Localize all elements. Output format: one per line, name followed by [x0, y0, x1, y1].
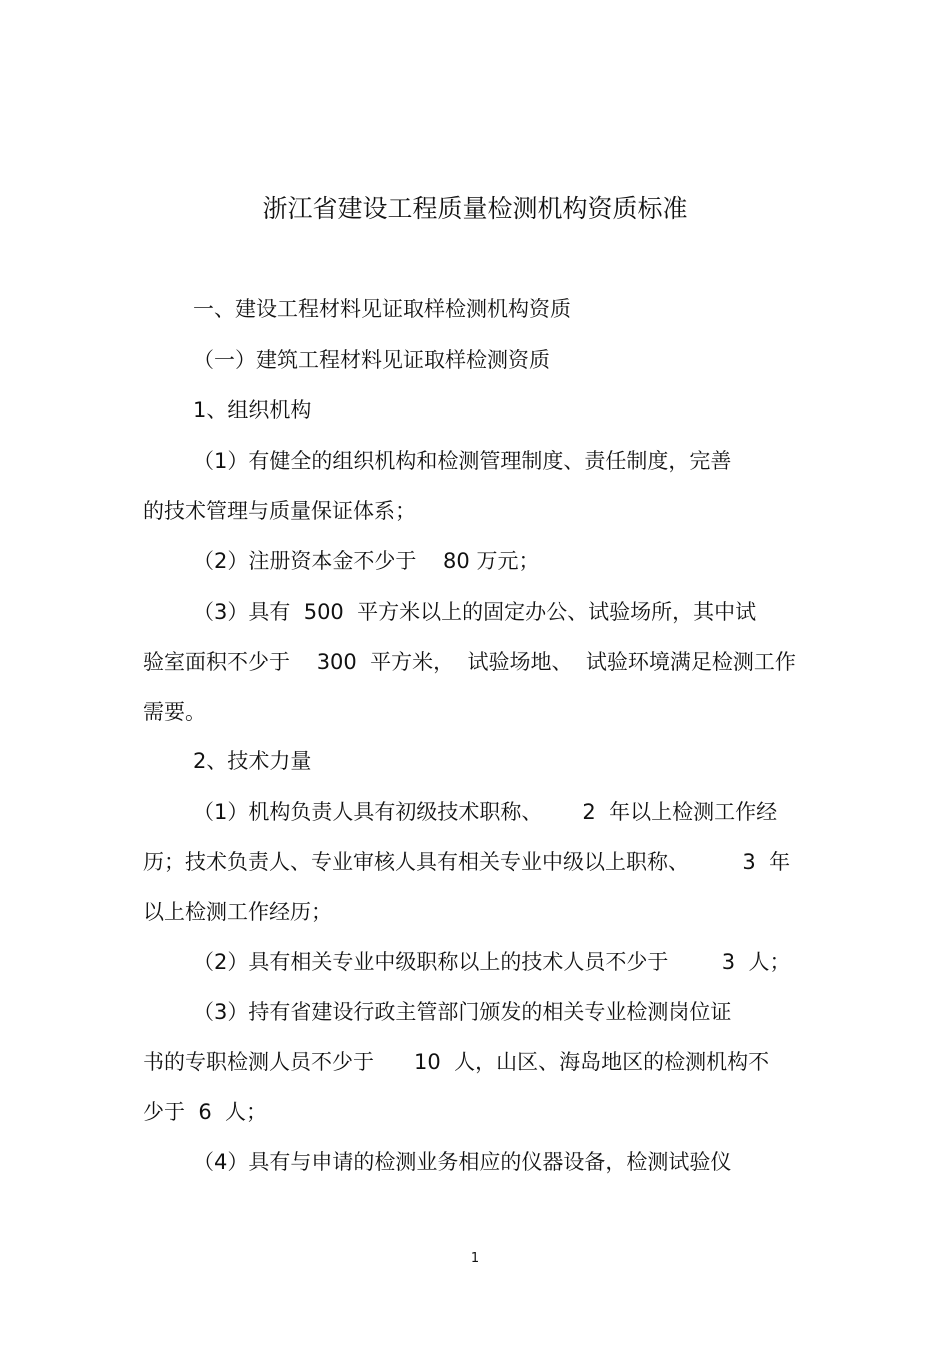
paragraph-line: 需要。: [143, 700, 206, 724]
document-title: 浙江省建设工程质量检测机构资质标准: [262, 194, 688, 223]
page-number: 1: [470, 1251, 480, 1266]
paragraph-line: 以上检测工作经历；: [143, 900, 332, 924]
paragraph-line: （2）具有相关专业中级职称以上的技术人员不少于 3 人；: [193, 950, 791, 974]
paragraph-line: （1）机构负责人具有初级技术职称、 2 年以上检测工作经: [193, 800, 778, 824]
paragraph-line: （3）持有省建设行政主管部门颁发的相关专业检测岗位证: [193, 1000, 732, 1024]
item-heading-technical-strength: 2、技术力量: [193, 749, 312, 773]
subsection-heading-1: （一）建筑工程材料见证取样检测资质: [193, 348, 550, 372]
paragraph-line: 书的专职检测人员不少于 10 人，山区、海岛地区的检测机构不: [143, 1050, 770, 1074]
paragraph-line: 少于 6 人；: [143, 1100, 268, 1124]
section-heading-1: 一、建设工程材料见证取样检测机构资质: [193, 297, 571, 321]
paragraph-line: （3）具有 500 平方米以上的固定办公、试验场所，其中试: [193, 600, 757, 624]
paragraph-line: 的技术管理与质量保证体系；: [143, 499, 416, 523]
paragraph-line: 历；技术负责人、专业审核人具有相关专业中级以上职称、 3 年: [143, 850, 791, 874]
paragraph-line: 验室面积不少于 300 平方米， 试验场地、 试验环境满足检测工作: [143, 650, 796, 674]
paragraph-line: （4）具有与申请的检测业务相应的仪器设备，检测试验仪: [193, 1150, 732, 1174]
item-heading-organization: 1、组织机构: [193, 398, 312, 422]
paragraph-line: （2）注册资本金不少于 80 万元；: [193, 549, 540, 573]
paragraph-line: （1）有健全的组织机构和检测管理制度、责任制度，完善: [193, 449, 732, 473]
